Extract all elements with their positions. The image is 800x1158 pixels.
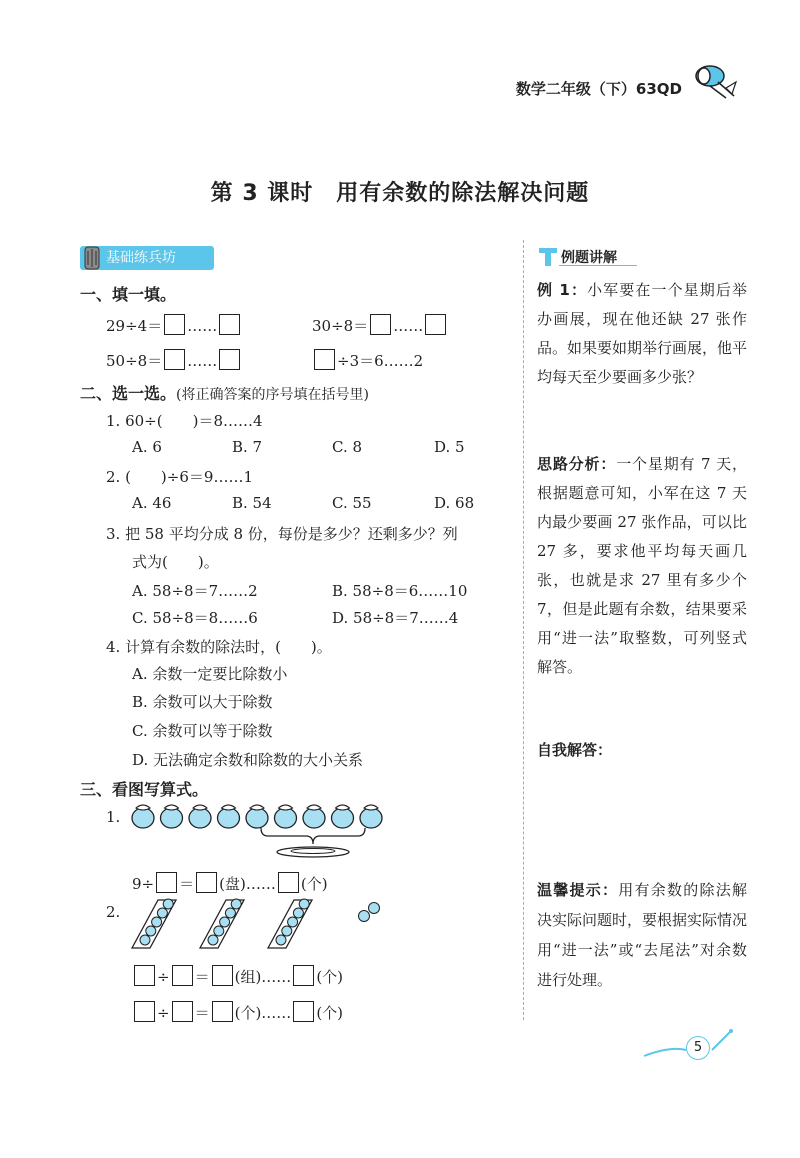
bead [220, 917, 230, 927]
bead-group [268, 899, 312, 948]
q1-stem: 1. 60÷( )＝8……4 [106, 412, 263, 430]
section-badge [80, 246, 214, 270]
q3-stem-line1: 3. 把 58 平均分成 8 份，每份是多少？还剩多少？列 [106, 525, 458, 543]
q3-option-d[interactable]: D. 58÷8＝7……4 [332, 609, 459, 627]
example-text: 例 1：小军要在一个星期后举办画展，现在他还缺 27 张作品。如果要如期举行画展，他平均每天至少要画多少张？ [537, 281, 748, 386]
answer-box[interactable] [219, 314, 240, 335]
tree-stump-icon [82, 243, 102, 271]
bead-group [200, 899, 244, 948]
page-number: 5 [686, 1036, 710, 1060]
answer-box[interactable] [425, 314, 446, 335]
fruit-icon [246, 805, 268, 828]
q4-option-b[interactable]: B. 余数可以大于除数 [132, 693, 273, 711]
bead [152, 917, 162, 927]
answer-box[interactable] [314, 349, 335, 370]
self-answer-label: 自我解答： [537, 741, 613, 759]
answer-box[interactable] [164, 349, 185, 370]
example-tag: 例题讲解 [537, 245, 637, 267]
q1-option-d[interactable]: D. 5 [434, 438, 465, 456]
answer-box[interactable] [370, 314, 391, 335]
answer-box[interactable] [293, 1001, 314, 1022]
q4-stem: 4. 计算有余数的除法时，( )。 [106, 638, 332, 656]
bead [231, 899, 241, 909]
fruit-icon [189, 805, 211, 828]
bead [276, 935, 286, 945]
answer-box[interactable] [293, 965, 314, 986]
answer-box[interactable] [156, 872, 177, 893]
fill-item-2: 30÷8＝ …… [312, 314, 448, 336]
fruit-icon [332, 805, 354, 828]
q2-stem: 2. ( )÷6＝9……1 [106, 468, 253, 486]
bead [282, 926, 292, 936]
bead [140, 935, 150, 945]
leftover-bead [369, 903, 380, 914]
telescope-icon [690, 56, 740, 100]
q1-option-c[interactable]: C. 8 [332, 438, 363, 456]
fruit-icon [360, 805, 382, 828]
bead [163, 899, 173, 909]
q2-option-b[interactable]: B. 54 [232, 494, 272, 512]
q3-stem-line2: 式为( )。 [132, 553, 219, 571]
column-divider [523, 240, 524, 1020]
section-2-heading: 二、选一选。(将正确答案的序号填在括号里) [80, 384, 369, 403]
leftover-bead [359, 911, 370, 922]
q2-option-d[interactable]: D. 68 [434, 494, 475, 512]
answer-box[interactable] [212, 965, 233, 986]
bead [214, 926, 224, 936]
bead [146, 926, 156, 936]
badge-label: 基础练兵坊 [106, 250, 176, 266]
formula-2: ÷ ＝ (组)…… (个) [132, 965, 343, 987]
answer-box[interactable] [164, 314, 185, 335]
section-1-heading: 一、填一填。 [80, 285, 177, 304]
section-3-heading: 三、看图写算式。 [80, 780, 209, 799]
q3-option-c[interactable]: C. 58÷8＝8……6 [132, 609, 258, 627]
q2-option-c[interactable]: C. 55 [332, 494, 372, 512]
formula-3: ÷ ＝ (个)…… (个) [132, 1001, 343, 1023]
s3-q1-number: 1. [106, 808, 121, 826]
q4-option-c[interactable]: C. 余数可以等于除数 [132, 722, 273, 740]
fill-item-3: 50÷8＝ …… [106, 349, 242, 371]
bead [208, 935, 218, 945]
q1-option-b[interactable]: B. 7 [232, 438, 263, 456]
answer-box[interactable] [219, 349, 240, 370]
fill-item-4: ÷3＝6……2 [312, 349, 423, 371]
t-icon [537, 245, 559, 267]
fruit-icon [303, 805, 325, 828]
formula-1: 9÷ ＝ (盘)…… (个) [132, 872, 328, 894]
answer-box[interactable] [212, 1001, 233, 1022]
bead-parallelogram-picture [128, 896, 398, 954]
q1-option-a[interactable]: A. 6 [132, 438, 162, 456]
lesson-title: 第 3 课时 用有余数的除法解决问题 [210, 181, 590, 206]
bead [225, 908, 235, 918]
q4-option-a[interactable]: A. 余数一定要比除数小 [132, 665, 288, 683]
fruit-icon [161, 805, 183, 828]
q3-option-b[interactable]: B. 58÷8＝6……10 [332, 582, 468, 600]
q4-option-d[interactable]: D. 无法确定余数和除数的大小关系 [132, 751, 364, 769]
s3-q2-number: 2. [106, 903, 121, 921]
answer-box[interactable] [134, 1001, 155, 1022]
fruit-icon [132, 805, 154, 828]
fruit-icon [218, 805, 240, 828]
q3-option-a[interactable]: A. 58÷8＝7……2 [132, 582, 258, 600]
answer-box[interactable] [172, 965, 193, 986]
bead [299, 899, 309, 909]
answer-box[interactable] [172, 1001, 193, 1022]
bead [293, 908, 303, 918]
analysis-text: 思路分析：一个星期有 7 天，根据题意可知，小军在这 7 天内最少要画 27 张作品，可以比 27 多，要求他平均每天画几张，也就是求 27 里有多少个 7，但是此题有余数，结果要采用“进一法”取整数，可列竖式解答。 [537, 455, 747, 676]
bead-group [132, 899, 176, 948]
answer-box[interactable] [196, 872, 217, 893]
answer-box[interactable] [134, 965, 155, 986]
fruit-plate-picture [128, 800, 398, 862]
book-header: 数学二年级（下）63QD [515, 80, 682, 98]
bead [288, 917, 298, 927]
bead [157, 908, 167, 918]
tip-text: 温馨提示：用有余数的除法解决实际问题时，要根据实际情况用“进一法”或“去尾法”对余数进行处理。 [537, 881, 748, 989]
fill-item-1: 29÷4＝ …… [106, 314, 242, 336]
q2-option-a[interactable]: A. 46 [132, 494, 172, 512]
answer-box[interactable] [278, 872, 299, 893]
fruit-icon [275, 805, 297, 828]
